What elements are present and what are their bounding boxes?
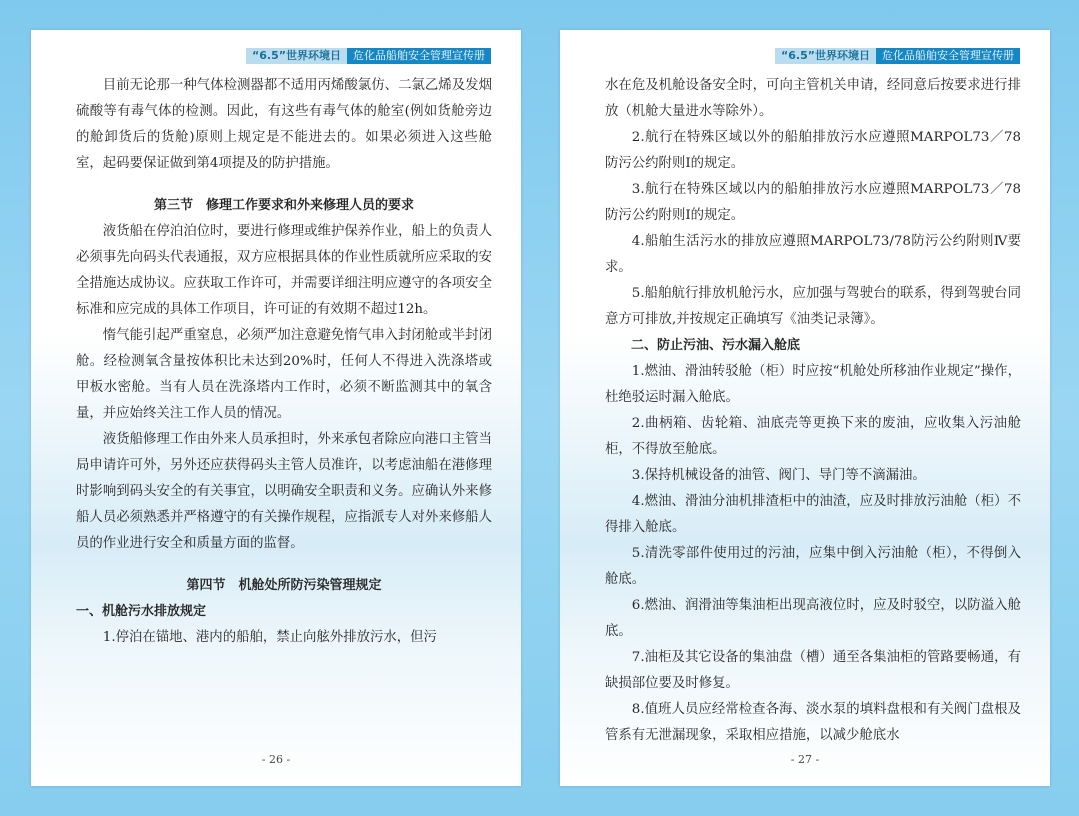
paragraph: 惰气能引起严重窒息，必须严加注意避免惰气串入封闭舱或半封闭舱。经检测氧含量按体积比未达到20%时，任何人不得进入洗涤塔或甲板水密舱。当有人员在洗涤塔内工作时，必须不断监测其中的氧含量，并应始终关注工作人员的情况。 xyxy=(76,328,492,421)
page-body xyxy=(605,73,1021,749)
page-body xyxy=(76,73,492,651)
paragraph: 液货船在停泊泊位时，要进行修理或维护保养作业，船上的负责人必须事先向码头代表通报，双方应根据具体的作业性质就所应采取的安全措施达成协议。应获取工作许可，并需要详细注明应遵守的各项安全标准和应完成的具体工作项目，许可证的有效期不超过12h。 xyxy=(76,224,492,317)
paragraph: 水在危及机舱设备安全时，可向主管机关申请，经同意后按要求进行排放（机舱大量进水等除外）。 xyxy=(605,78,1021,119)
paragraph: 1.停泊在锚地、港内的船舶，禁止向舷外排放污水，但污 xyxy=(102,630,437,645)
paragraph: 4.燃油、滑油分油机排渣柜中的油渣，应及时排放污油舱（柜）不得排入舱底。 xyxy=(605,494,1021,535)
header-tag-title: 危化品船舶安全管理宣传册 xyxy=(347,48,491,64)
paragraph: 5.清洗零部件使用过的污油，应集中倒入污油舱（柜），不得倒入舱底。 xyxy=(605,546,1021,587)
paragraph: 2.曲柄箱、齿轮箱、油底壳等更换下来的废油，应收集入污油舱柜，不得放至舱底。 xyxy=(605,416,1021,457)
paragraph: 3.保持机械设备的油管、阀门、导门等不滴漏油。 xyxy=(631,468,926,483)
section-heading: 第四节 机舱处所防污染管理规定 xyxy=(186,578,382,593)
page-number: - 27 - xyxy=(790,753,820,766)
paragraph: 2.航行在特殊区域以外的船舶排放污水应遵照MARPOL73／78防污公约附则Ⅰ的规定。 xyxy=(605,130,1021,171)
paragraph: 目前无论那一种气体检测器都不适用丙烯酸氯仿、二氯乙烯及发烟硫酸等有毒气体的检测。因此，有这些有毒气体的舱室(例如货舱旁边的舱卸货后的货舱)原则上规定是不能进去的。如果必须进入这些舱室，起码要保证做到第4项提及的防护措施。 xyxy=(76,78,492,171)
paragraph: 3.航行在特殊区域以内的船舶排放污水应遵照MARPOL73／78防污公约附则Ⅰ的规定。 xyxy=(605,182,1021,223)
paragraph: 4.船舶生活污水的排放应遵照MARPOL73/78防污公约附则Ⅳ要求。 xyxy=(605,234,1021,275)
right-page xyxy=(560,30,1050,786)
subsection-heading: 二、防止污油、污水漏入舱底 xyxy=(631,338,801,353)
page-header xyxy=(775,48,1020,64)
header-tag-title: 危化品船舶安全管理宣传册 xyxy=(876,48,1020,64)
header-tag-event: “6.5”世界环境日 xyxy=(775,48,876,64)
paragraph: 7.油柜及其它设备的集油盘（槽）通至各集油柜的管路要畅通，有缺损部位要及时修复。 xyxy=(605,650,1021,691)
page-number: - 26 - xyxy=(261,753,291,766)
paragraph: 液货船修理工作由外来人员承担时，外来承包者除应向港口主管当局申请许可外，另外还应获得码头主管人员准许，以考虑油船在港修理时影响到码头安全的有关事宜，以明确安全职责和义务。应确认外来修船人员必须熟悉并严格遵守的有关操作规程，应指派专人对外来修船人员的作业进行安全和质量方面的监督。 xyxy=(76,432,492,551)
left-page xyxy=(31,30,521,786)
subsection-heading: 一、机舱污水排放规定 xyxy=(76,604,207,619)
paragraph: 6.燃油、润滑油等集油柜出现高液位时，应及时驳空，以防溢入舱底。 xyxy=(605,598,1021,639)
paragraph: 5.船舶航行排放机舱污水，应加强与驾驶台的联系，得到驾驶台同意方可排放,并按规定正确填写《油类记录簿》。 xyxy=(605,286,1021,327)
paragraph: 8.值班人员应经常检查各海、淡水泵的填料盘根和有关阀门盘根及管系有无泄漏现象，采取相应措施，以减少舱底水 xyxy=(605,702,1021,743)
section-heading: 第三节 修理工作要求和外来修理人员的要求 xyxy=(153,198,414,213)
paragraph: 1.燃油、滑油转驳舱（柜）时应按“机舱处所移油作业规定”操作，杜绝驳运时漏入舱底。 xyxy=(605,364,1021,405)
page-header xyxy=(246,48,491,64)
header-tag-event: “6.5”世界环境日 xyxy=(246,48,347,64)
